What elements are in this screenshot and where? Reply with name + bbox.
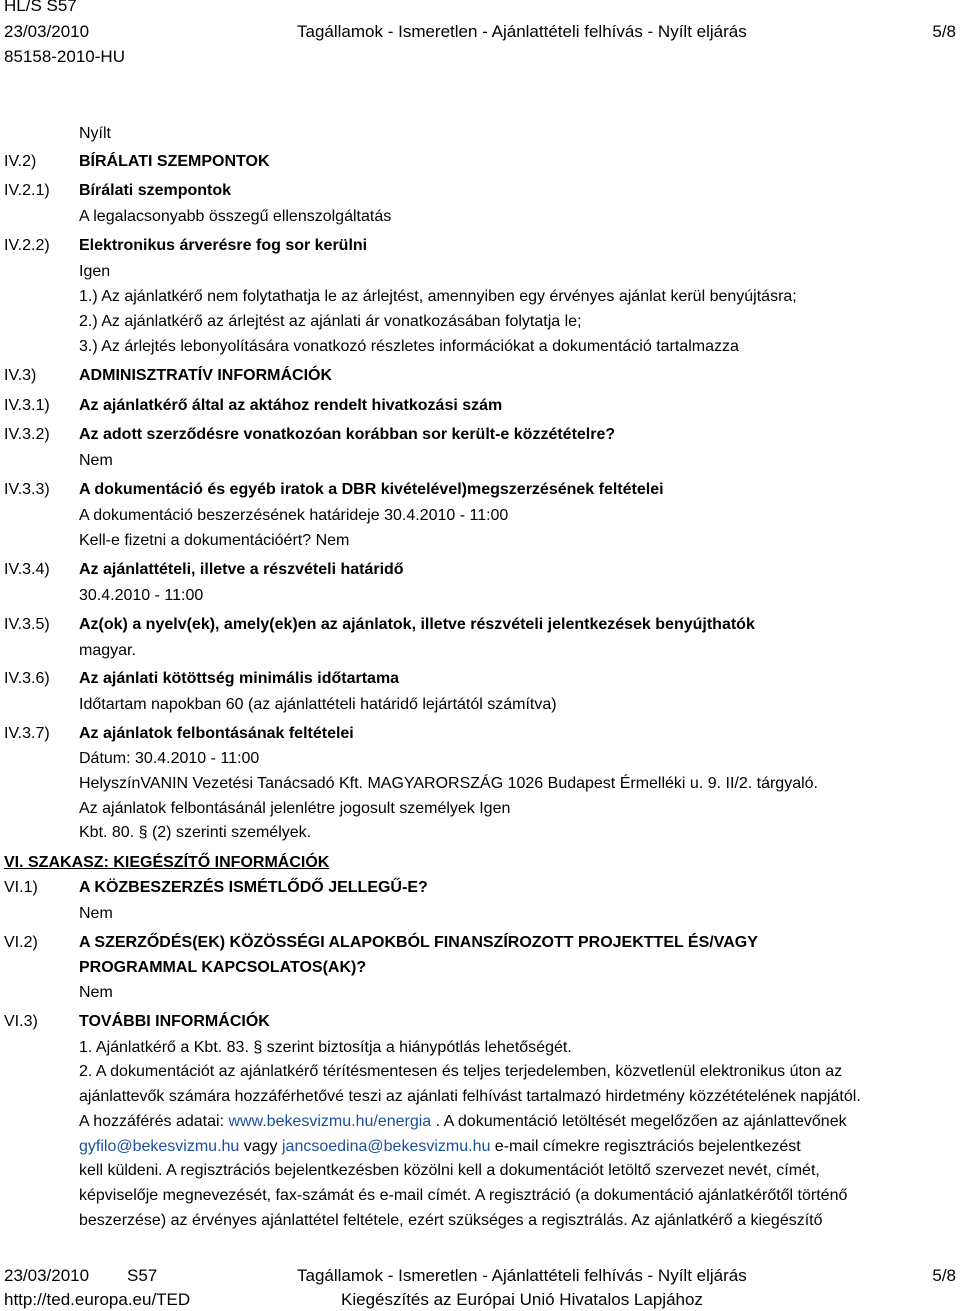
info-paragraph: kell küldeni. A regisztrációs bejelentkezésben közölni kell a dokumentációt letöltő szervezet nevét, címét,: [79, 1162, 820, 1179]
section-value: Kell-e fizetni a dokumentációért? Nem: [79, 532, 350, 549]
section-title: Bírálati szempontok: [79, 182, 232, 199]
info-text: A hozzáférés adatai:: [79, 1113, 229, 1130]
info-paragraph: ajánlattevők számára hozzáférhetővé teszi az ajánlati felhívást tartalmazó hirdetmény közzétételének napjától.: [79, 1088, 861, 1105]
section-value: A dokumentáció beszerzésének határideje 30.4.2010 - 11:00: [79, 507, 509, 524]
opening-persons: Az ajánlatok felbontásánál jelenlétre jogosult személyek Igen: [79, 800, 511, 817]
section-label: IV.2): [4, 153, 37, 170]
section-label: VI.1): [4, 879, 38, 896]
section-label: IV.2.1): [4, 182, 50, 199]
auction-note: 3.) Az árlejtés lebonyolítására vonatkozó részletes információkat a dokumentáció tartalmazza: [79, 338, 739, 355]
header-title: Tagállamok - Ismeretlen - Ajánlattételi felhívás - Nyílt eljárás: [297, 22, 747, 41]
footer-page: 5/8: [932, 1266, 956, 1285]
section-title: A SZERZŐDÉS(EK) KÖZÖSSÉGI ALAPOKBÓL FINANSZÍROZOTT PROJEKTTEL ÉS/VAGY: [79, 934, 758, 951]
footer-title: Tagállamok - Ismeretlen - Ajánlattételi felhívás - Nyílt eljárás: [297, 1266, 747, 1285]
info-paragraph: beszerzése) az érvényes ajánlattétel feltétele, ezért szükséges a regisztrálás. Az ajánlatkérő a kiegészítő: [79, 1212, 823, 1229]
section-title-cont: PROGRAMMAL KAPCSOLATOS(AK)?: [79, 959, 367, 976]
info-text: vagy: [239, 1138, 282, 1155]
header-date: 23/03/2010: [4, 22, 90, 41]
section-label: IV.3.7): [4, 725, 50, 742]
info-text: . A dokumentáció letöltését megelőzően az ajánlattevőnek: [431, 1113, 847, 1130]
info-text: e-mail címekre regisztrációs bejelentkezést: [490, 1138, 801, 1155]
part-title: VI. SZAKASZ: KIEGÉSZÍTŐ INFORMÁCIÓK: [4, 854, 330, 871]
section-value: A legalacsonyabb összegű ellenszolgáltatás: [79, 208, 392, 225]
info-paragraph: [79, 1137, 801, 1157]
auction-note: 2.) Az ajánlatkérő az árlejtést az ajánlati ár vonatkozásában folytatja le;: [79, 313, 582, 330]
section-label: IV.3.6): [4, 670, 50, 687]
section-title: ADMINISZTRATÍV INFORMÁCIÓK: [79, 367, 333, 384]
section-title: Az ajánlatkérő által az aktához rendelt hivatkozási szám: [79, 397, 503, 414]
footer-series: S57: [127, 1266, 158, 1285]
section-value: Időtartam napokban 60 (az ajánlattételi határidő lejártától számítva): [79, 696, 557, 713]
opening-place: HelyszínVANIN Vezetési Tanácsadó Kft. MAGYARORSZÁG 1026 Budapest Érmelléki u. 9. II/2. tárgyaló.: [79, 775, 818, 792]
opening-date: Dátum: 30.4.2010 - 11:00: [79, 750, 260, 767]
section-title: BÍRÁLATI SZEMPONTOK: [79, 153, 270, 170]
section-value: Nem: [79, 984, 113, 1001]
section-label: IV.3): [4, 367, 37, 384]
section-title: TOVÁBBI INFORMÁCIÓK: [79, 1013, 270, 1030]
section-title: A dokumentáció és egyéb iratok a DBR kivételével)megszerzésének feltételei: [79, 481, 664, 498]
info-paragraph: 2. A dokumentációt az ajánlatkérő térítésmentesen és teljes terjedelemben, közvetlenül elektronikus úton az: [79, 1063, 843, 1080]
section-title: Az(ok) a nyelv(ek), amely(ek)en az ajánlatok, illetve részvételi jelentkezések benyújthatók: [79, 616, 755, 633]
section-title: Az ajánlati kötöttség minimális időtartama: [79, 670, 400, 687]
info-paragraph: képviselője megnevezését, fax-számát és e-mail címét. A regisztráció (a dokumentáció ajánlatkérőtől történő: [79, 1187, 848, 1204]
section-label: IV.3.4): [4, 561, 50, 578]
section-value: Nem: [79, 905, 113, 922]
section-label: VI.2): [4, 934, 38, 951]
section-value: Igen: [79, 263, 111, 280]
info-paragraph: [79, 1112, 847, 1132]
footer-url[interactable]: http://ted.europa.eu/TED: [4, 1290, 191, 1309]
section-label: IV.2.2): [4, 237, 50, 254]
header-page: 5/8: [932, 22, 956, 41]
footer-date: 23/03/2010: [4, 1266, 90, 1285]
section-label: IV.3.1): [4, 397, 50, 414]
doc-id: 85158-2010-HU: [4, 47, 125, 66]
email-link[interactable]: jancsoedina@bekesvizmu.hu: [282, 1138, 491, 1155]
opening-kbt: Kbt. 80. § (2) szerinti személyek.: [79, 824, 312, 841]
section-title: A KÖZBESZERZÉS ISMÉTLŐDŐ JELLEGŰ-E?: [79, 879, 428, 896]
section-title: Az adott szerződésre vonatkozóan korábban sor került-e közzétételre?: [79, 426, 616, 443]
section-label: IV.3.5): [4, 616, 50, 633]
website-link[interactable]: www.bekesvizmu.hu/energia: [228, 1113, 432, 1130]
section-label: IV.3.3): [4, 481, 50, 498]
section-title: Elektronikus árverésre fog sor kerülni: [79, 237, 368, 254]
doc-type: HL/S S57: [4, 0, 77, 15]
auction-note: 1.) Az ajánlatkérő nem folytathatja le az árlejtést, amennyiben egy érvényes ajánlat kerül benyújtásra;: [79, 288, 797, 305]
section-title: Az ajánlatok felbontásának feltételei: [79, 725, 354, 742]
info-paragraph: 1. Ajánlatkérő a Kbt. 83. § szerint biztosítja a hiánypótlás lehetőségét.: [79, 1039, 572, 1056]
section-value: Nem: [79, 452, 113, 469]
section-label: IV.3.2): [4, 426, 50, 443]
section-title: Az ajánlattételi, illetve a részvételi határidő: [79, 561, 404, 578]
section-value: 30.4.2010 - 11:00: [79, 587, 204, 604]
footer-publisher: Kiegészítés az Európai Unió Hivatalos Lapjához: [341, 1290, 703, 1309]
procedure-type: Nyílt: [79, 125, 111, 142]
email-link[interactable]: gyfilo@bekesvizmu.hu: [79, 1138, 240, 1155]
section-value: magyar.: [79, 642, 136, 659]
section-label: VI.3): [4, 1013, 38, 1030]
